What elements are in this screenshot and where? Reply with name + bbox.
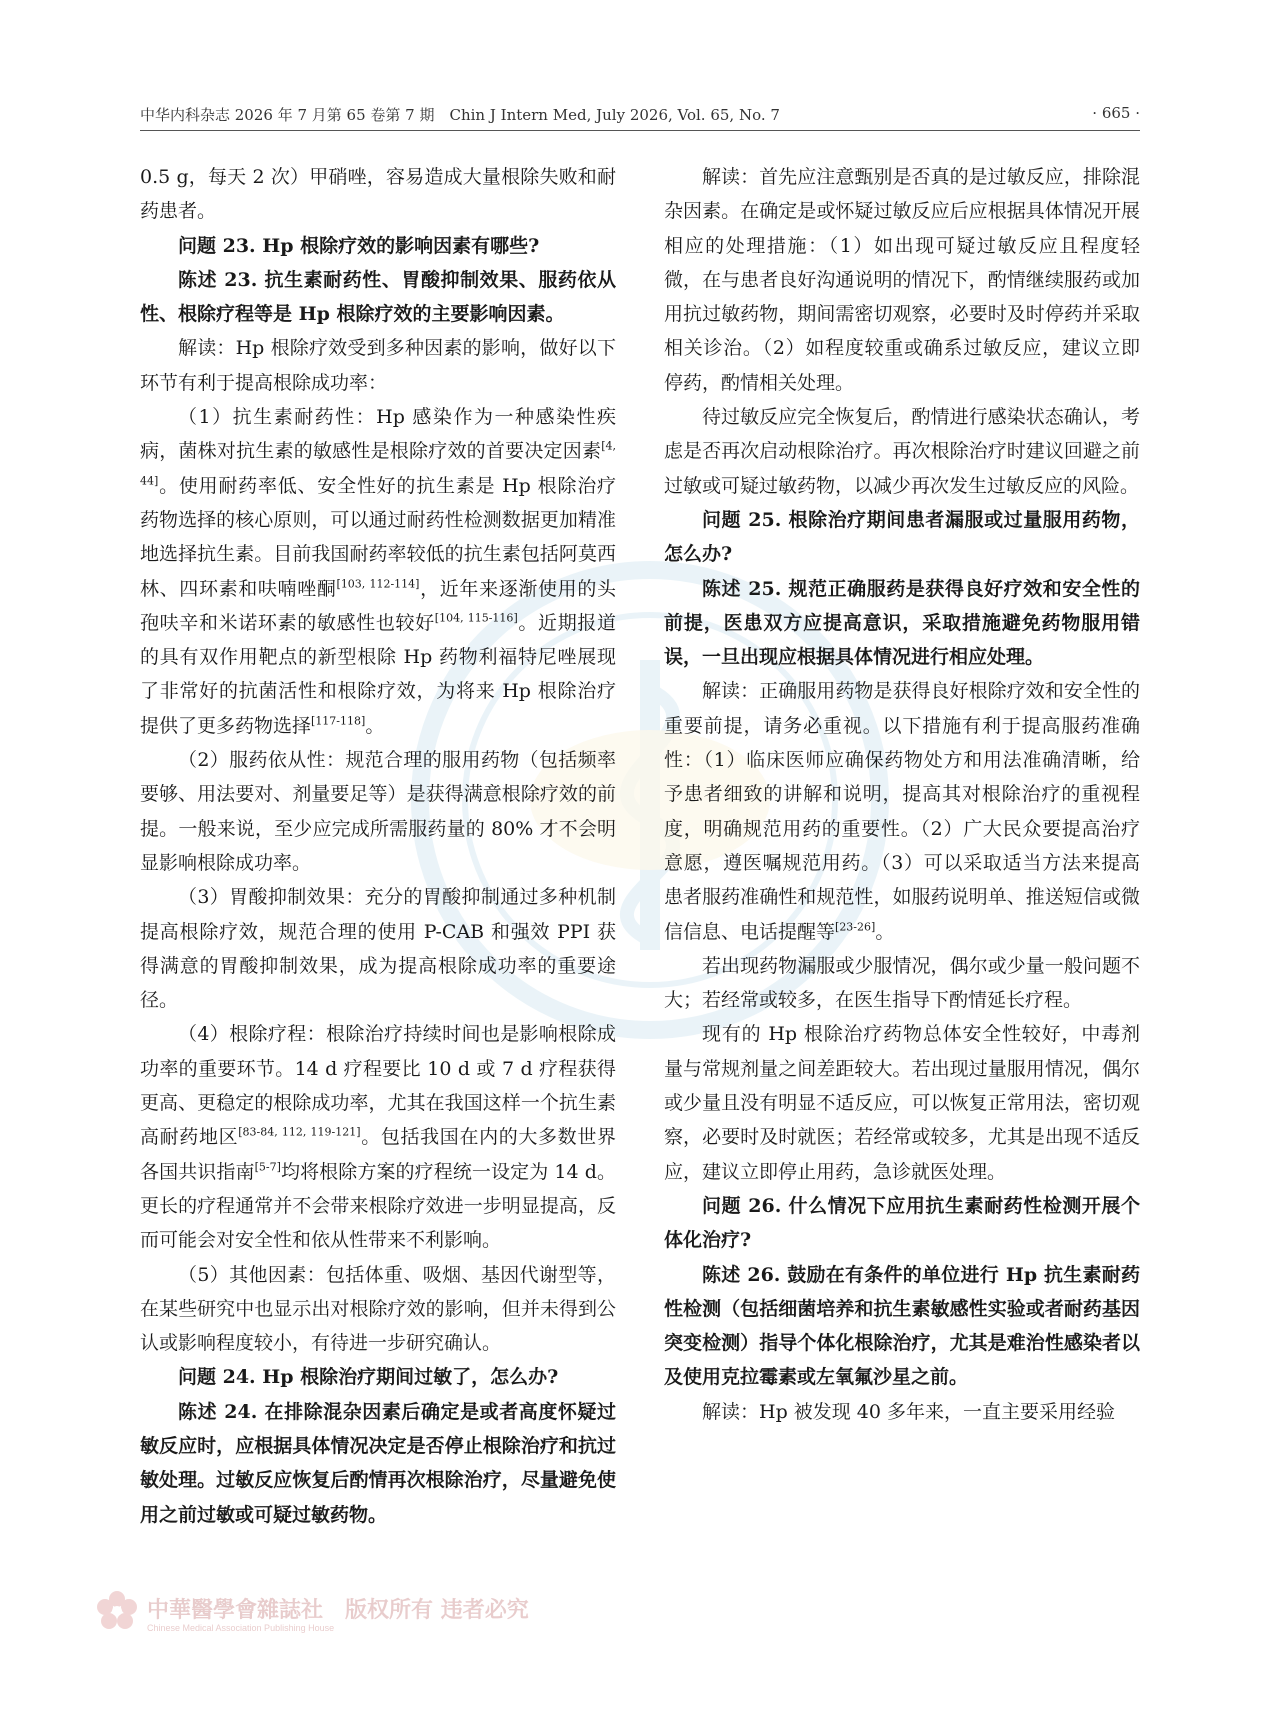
page-number: · 665 · xyxy=(1092,104,1140,122)
publisher-name: 中華醫學會雜誌社 版权所有 违者必究 xyxy=(147,1598,529,1623)
paragraph: （3）胃酸抑制效果：充分的胃酸抑制通过多种机制提高根除疗效，规范合理的使用 P-CAB 和强效 PPI 获得满意的胃酸抑制效果，成为提高根除成功率的重要途径。 xyxy=(140,886,616,1012)
paragraph: 现有的 Hp 根除治疗药物总体安全性较好，中毒剂量与常规剂量之间差距较大。若出现过量服用情况，偶尔或少量且没有明显不适反应，可以恢复正常用法，密切观察，必要时及时就医；若经常或较多，尤其是出现不适反应，建议立即停止用药，急诊就医处理。 xyxy=(664,1023,1140,1183)
left-column xyxy=(140,160,616,1532)
statement: 陈述 23. 抗生素耐药性、胃酸抑制效果、服药依从性、根除疗程等是 Hp 根除疗效的主要影响因素。 xyxy=(140,268,616,326)
header-rule xyxy=(140,130,1140,131)
right-column xyxy=(664,160,1140,1429)
journal-citation: 中华内科杂志 2026 年 7 月第 65 卷第 7 期 Chin J Intern Med, July 2026, Vol. 65, No. 7 xyxy=(140,106,780,124)
publisher-subtitle: Chinese Medical Association Publishing House xyxy=(147,1623,335,1633)
paragraph: 解读：首先应注意甄别是否真的是过敏反应，排除混杂因素。在确定是或怀疑过敏反应后应根据具体情况开展相应的处理措施：（1）如出现可疑过敏反应且程度轻微，在与患者良好沟通说明的情况下，酌情继续服药或加用抗过敏药物，期间需密切观察，必要时及时停药并采取相关诊治。（2）如程度较重或确系过敏反应，建议立即停药，酌情相关处理。 xyxy=(664,166,1140,394)
paragraph: （4）根除疗程：根除治疗持续时间也是影响根除成功率的重要环节。14 d 疗程要比 10 d 或 7 d 疗程获得更高、更稳定的根除成功率，尤其在我国这样一个抗生素高耐药地区[83-84, 112, 119-121]。包括我国在内的大多数世界各国共识指南[5-7]均将根除方案的疗程统一设定为 14 d。更长的疗程通常并不会带来根除疗效进一步明显提高，反而可能会对安全性和依从性带来不利影响。 xyxy=(140,1023,616,1252)
paragraph: （1）抗生素耐药性：Hp 感染作为一种感染性疾病，菌株对抗生素的敏感性是根除疗效的首要决定因素[4, 44]。使用耐药率低、安全性好的抗生素是 Hp 根除治疗药物选择的核心原则，可以通过耐药性检测数据更加精准地选择抗生素。目前我国耐药率较低的抗生素包括阿莫西林、四环素和呋喃唑酮[103, 112-114]，近年来逐渐使用的头孢呋辛和米诺环素的敏感性也较好[104, 115-116]。近期报道的具有双作用靶点的新型根除 Hp 药物利福特尼唑展现了非常好的抗菌活性和根除疗效，为将来 Hp 根除治疗提供了更多药物选择[117-118]。 xyxy=(140,406,616,737)
paragraph: 若出现药物漏服或少服情况，偶尔或少量一般问题不大；若经常或较多，在医生指导下酌情延长疗程。 xyxy=(664,954,1140,1012)
paragraph: （2）服药依从性：规范合理的服用药物（包括频率要够、用法要对、剂量要足等）是获得满意根除疗效的前提。一般来说，至少应完成所需服药量的 80% 才不会明显影响根除成功率。 xyxy=(140,749,616,874)
paragraph: 0.5 g，每天 2 次）甲硝唑，容易造成大量根除失败和耐药患者。 xyxy=(140,166,616,223)
paragraph: 解读：正确服用药物是获得良好根除疗效和安全性的重要前提，请务必重视。以下措施有利于提高服药准确性：（1）临床医师应确保药物处方和用法准确清晰，给予患者细致的讲解和说明，提高其对根除治疗的重视程度，明确规范用药的重要性。（2）广大民众要提高治疗意愿，遵医嘱规范用药。（3）可以采取适当方法来提高患者服药准确性和规范性，如服药说明单、推送短信或微信信息、电话提醒等[23-26]。 xyxy=(664,680,1140,943)
question-heading: 问题 24. Hp 根除治疗期间过敏了，怎么办? xyxy=(178,1366,559,1389)
paragraph: 待过敏反应完全恢复后，酌情进行感染状态确认，考虑是否再次启动根除治疗。再次根除治疗时建议回避之前过敏或可疑过敏药物，以减少再次发生过敏反应的风险。 xyxy=(664,406,1140,497)
paragraph: 解读：Hp 根除疗效受到多种因素的影响，做好以下环节有利于提高根除成功率： xyxy=(140,337,616,394)
statement: 陈述 26. 鼓励在有条件的单位进行 Hp 抗生素耐药性检测（包括细菌培养和抗生素敏感性实验或者耐药基因突变检测）指导个体化根除治疗，尤其是难治性感染者以及使用克拉霉素或左氧氟沙星之前。 xyxy=(664,1263,1140,1389)
question-heading: 问题 23. Hp 根除疗效的影响因素有哪些? xyxy=(178,234,540,257)
question-heading: 问题 25. 根除治疗期间患者漏服或过量服用药物，怎么办? xyxy=(664,508,1140,566)
question-heading: 问题 26. 什么情况下应用抗生素耐药性检测开展个体化治疗? xyxy=(664,1194,1140,1252)
statement: 陈述 25. 规范正确服药是获得良好疗效和安全性的前提，医患双方应提高意识，采取措施避免药物服用错误，一旦出现应根据具体情况进行相应处理。 xyxy=(664,577,1140,669)
publisher-logo xyxy=(95,1585,575,1645)
paragraph: （5）其他因素：包括体重、吸烟、基因代谢型等，在某些研究中也显示出对根除疗效的影响，但并未得到公认或影响程度较小，有待进一步研究确认。 xyxy=(140,1263,616,1355)
statement: 陈述 24. 在排除混杂因素后确定是或者高度怀疑过敏反应时，应根据具体情况决定是否停止根除治疗和抗过敏处理。过敏反应恢复后酌情再次根除治疗，尽量避免使用之前过敏或可疑过敏药物。 xyxy=(140,1400,616,1526)
flower-logo-icon xyxy=(95,1589,139,1633)
paragraph: 解读：Hp 被发现 40 多年来，一直主要采用经验 xyxy=(702,1400,1116,1423)
